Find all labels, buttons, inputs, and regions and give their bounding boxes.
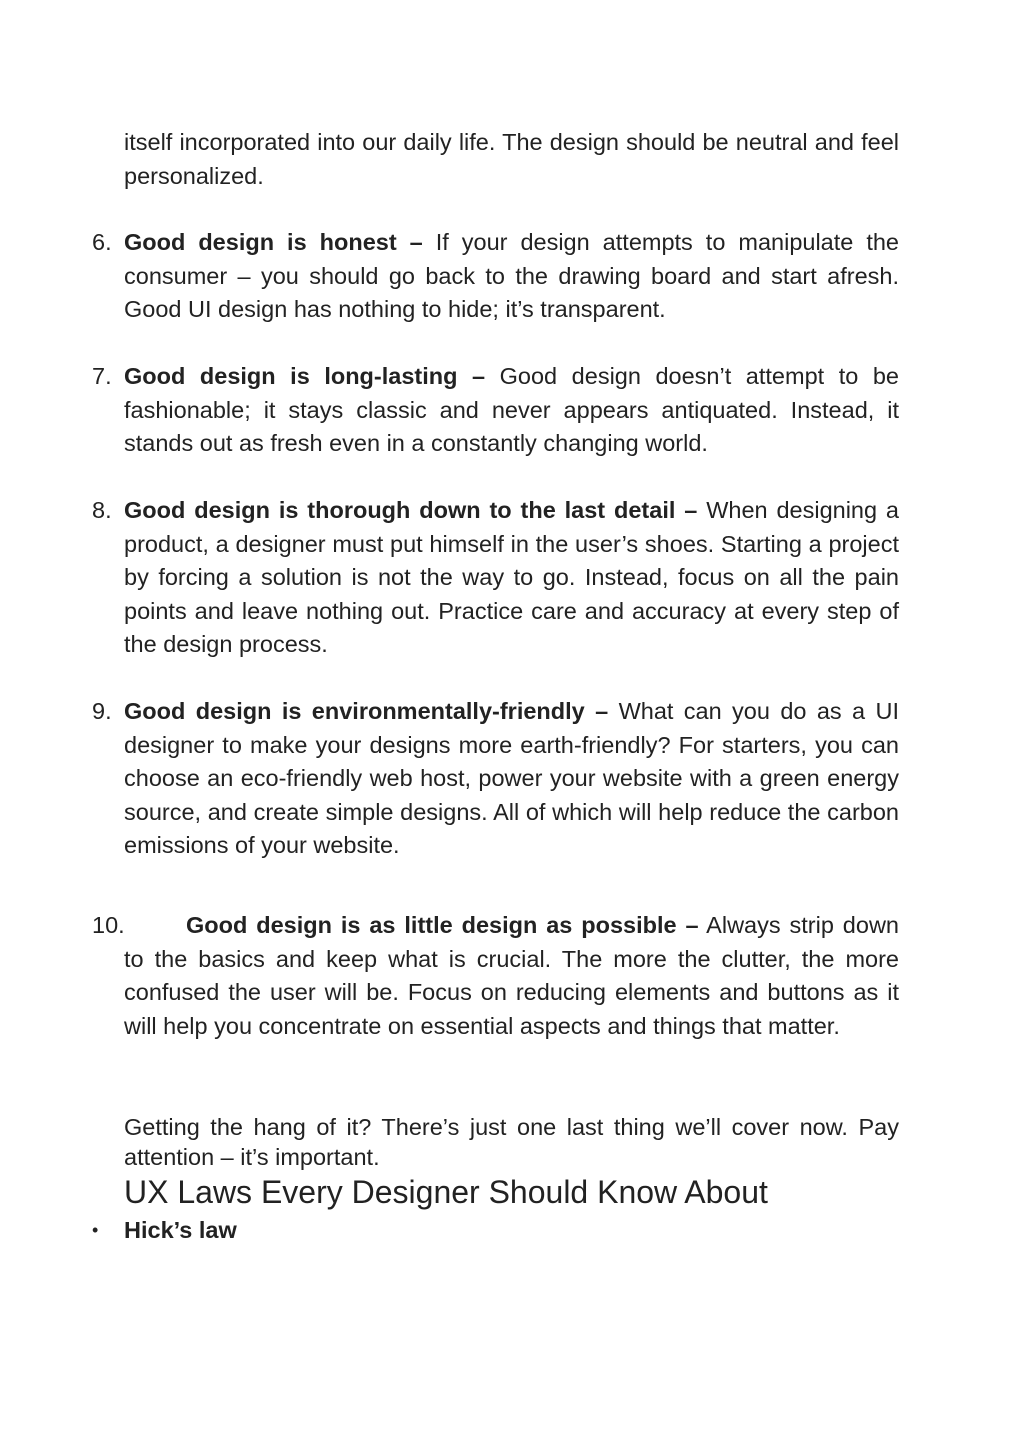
item-body: If your design attempts to manipulate the consumer – you should go back to the drawing board and start afresh. Good UI design has nothing to hide; it’s transparent.: [124, 229, 899, 322]
item-number: 6.: [92, 229, 112, 255]
item-title: Good design is thorough down to the last detail –: [124, 497, 698, 523]
list-item: [124, 695, 899, 863]
item-body: Always strip down to the basics and keep what is crucial. The more the clutter, the more confused the user will be. Focus on reducing elements and buttons as it will help you concentrate on essential aspects and things that matter.: [124, 912, 899, 1039]
item-number: 8.: [92, 497, 112, 523]
section-heading: UX Laws Every Designer Should Know About: [124, 1174, 768, 1210]
list-item: [124, 360, 899, 461]
item-title: Good design is as little design as possible –: [186, 912, 699, 938]
intro-text: itself incorporated into our daily life. The design should be neutral and feel personalized.: [124, 129, 899, 189]
bullet-label: Hick’s law: [124, 1217, 237, 1243]
list-item: [124, 909, 899, 1043]
closing-text: Getting the hang of it? There’s just one last thing we’ll cover now. Pay attention – it’s important.: [124, 1114, 899, 1170]
item-body: Good design doesn’t attempt to be fashionable; it stays classic and never appears antiquated. Instead, it stands out as fresh even in a constantly changing world.: [124, 363, 899, 456]
item-number: 9.: [92, 698, 112, 724]
item-title: Good design is honest –: [124, 229, 423, 255]
item-body: When designing a product, a designer must put himself in the user’s shoes. Starting a project by forcing a solution is not the way to go. Instead, focus on all the pain points and leave nothing out. Practice care and accuracy at every step of the design process.: [124, 497, 900, 657]
item-body: What can you do as a UI designer to make your designs more earth-friendly? For starters, you can choose an eco-friendly web host, power your website with a green energy source, and create simple designs. All of which will help reduce the carbon emissions of your website.: [124, 698, 899, 858]
intro-paragraph: [124, 126, 899, 193]
bullet-marker: •: [92, 1220, 99, 1240]
item-number: 7.: [92, 363, 112, 389]
item-title: Good design is environmentally-friendly –: [124, 698, 609, 724]
list-item: [124, 494, 899, 662]
item-number: 10.: [92, 912, 125, 938]
closing-paragraph: [124, 1112, 899, 1172]
item-title: Good design is long-lasting –: [124, 363, 486, 389]
list-item: [124, 226, 899, 327]
